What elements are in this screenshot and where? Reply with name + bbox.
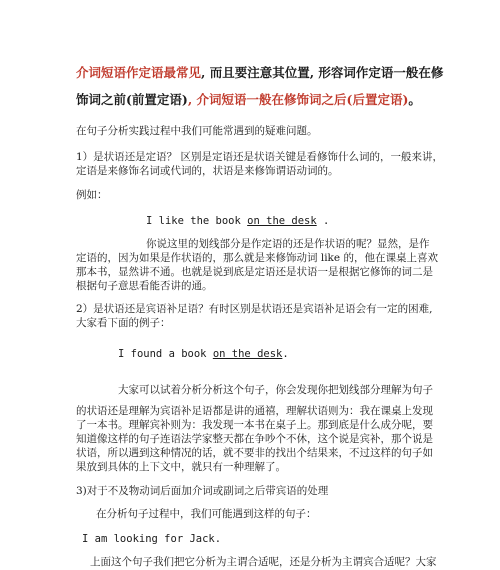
- question-2-line-2: 大家看下面的例子：: [76, 317, 171, 329]
- heading-line-2: [76, 91, 421, 109]
- paragraph-2-line-3: 了一本书。理解宾补则为：我发现一本书在桌子上。那到底是什么成分呢，要: [76, 419, 433, 431]
- paragraph-2-line-2: 的状语还是理解为宾语补足语都是讲的通禧，理解状语则为：我在课桌上发现: [76, 405, 433, 417]
- paragraph-2-line-4: 知道像这样的句子连语法学家整天都在争吵个不休，这个说是宾补，那个说是: [76, 433, 433, 445]
- question-3-intro: 在分析句子过程中，我们可能遇到这样的句子：: [96, 508, 317, 520]
- example-1-underlined: on the desk: [247, 215, 317, 227]
- paragraph-2-line-1: 大家可以试着分析分析这个句子，你会发现你把划线部分理解为句子: [118, 384, 433, 396]
- example-2-after: .: [282, 348, 289, 360]
- example-sentence-2: [118, 347, 289, 362]
- paragraph-1-line-4: 根据句子意思看能否讲的通。: [76, 280, 213, 292]
- heading-line-1: [76, 64, 443, 82]
- heading-phrase-pre-attributive: 饰词之前(前置定语): [76, 92, 188, 107]
- intro-text: 在句子分析实践过程中我们可能常遇到的疑难问题。: [76, 125, 318, 137]
- paragraph-2-line-6: 果放到具体的上下文中，就只有一种理解了。: [76, 461, 286, 473]
- question-1-line-2: 定语是来修饰名词或代词的，状语是来修饰谓语动词的。: [76, 165, 339, 177]
- example-label: 例如：: [76, 189, 108, 201]
- heading-period: 。: [408, 92, 421, 107]
- paragraph-1-line-3: 那本书，显然讲不通。也就是说到底是定语还是状语一是根据它修饰的词二是: [76, 266, 433, 278]
- question-1-line-1: 1）是状语还是定语？ 区别是定语还是状语关键是看修饰什么词的，一般来讲，: [76, 151, 444, 163]
- example-1-after: .: [316, 215, 330, 227]
- example-sentence-1: [146, 214, 329, 229]
- question-2-line-1: 2）是状语还是宾语补足语？有时区别是状语还是宾语补足语会有一定的困难,: [76, 303, 433, 315]
- heading-phrase-adjective-position: , 而且要注意其位置, 形容词作定语一般在修: [201, 65, 444, 80]
- example-1-before: I like the book: [146, 215, 248, 227]
- heading-phrase-prep-attributive: 介词短语作定语最常见: [76, 65, 202, 80]
- heading-phrase-post-attributive: , 介词短语一般在修饰词之后(后置定语): [187, 92, 409, 107]
- paragraph-1-line-1: 你说这里的划线部分是作定语的还是作状语的呢？显然，是作: [146, 238, 430, 250]
- question-3: 3)对于不及物动词后面加介词或副词之后带宾语的处理: [76, 485, 329, 497]
- final-line-partial: 上面这个句子我们把它分析为主谓合适呢，还是分析为主谓宾合适呢？大家: [90, 556, 437, 568]
- example-2-before: I found a book: [118, 348, 213, 360]
- example-sentence-3: I am looking for Jack.: [82, 533, 222, 545]
- paragraph-1-line-2: 定语的，因为如果是作状语的，那么就是来修饰动词 like 的，他在课桌上喜欢: [76, 252, 438, 264]
- example-2-underlined: on the desk: [212, 348, 283, 360]
- paragraph-2-line-5: 状语，所以遇到这种情况的话，就不要非的找出个结果来，不过这样的句子如: [76, 447, 433, 459]
